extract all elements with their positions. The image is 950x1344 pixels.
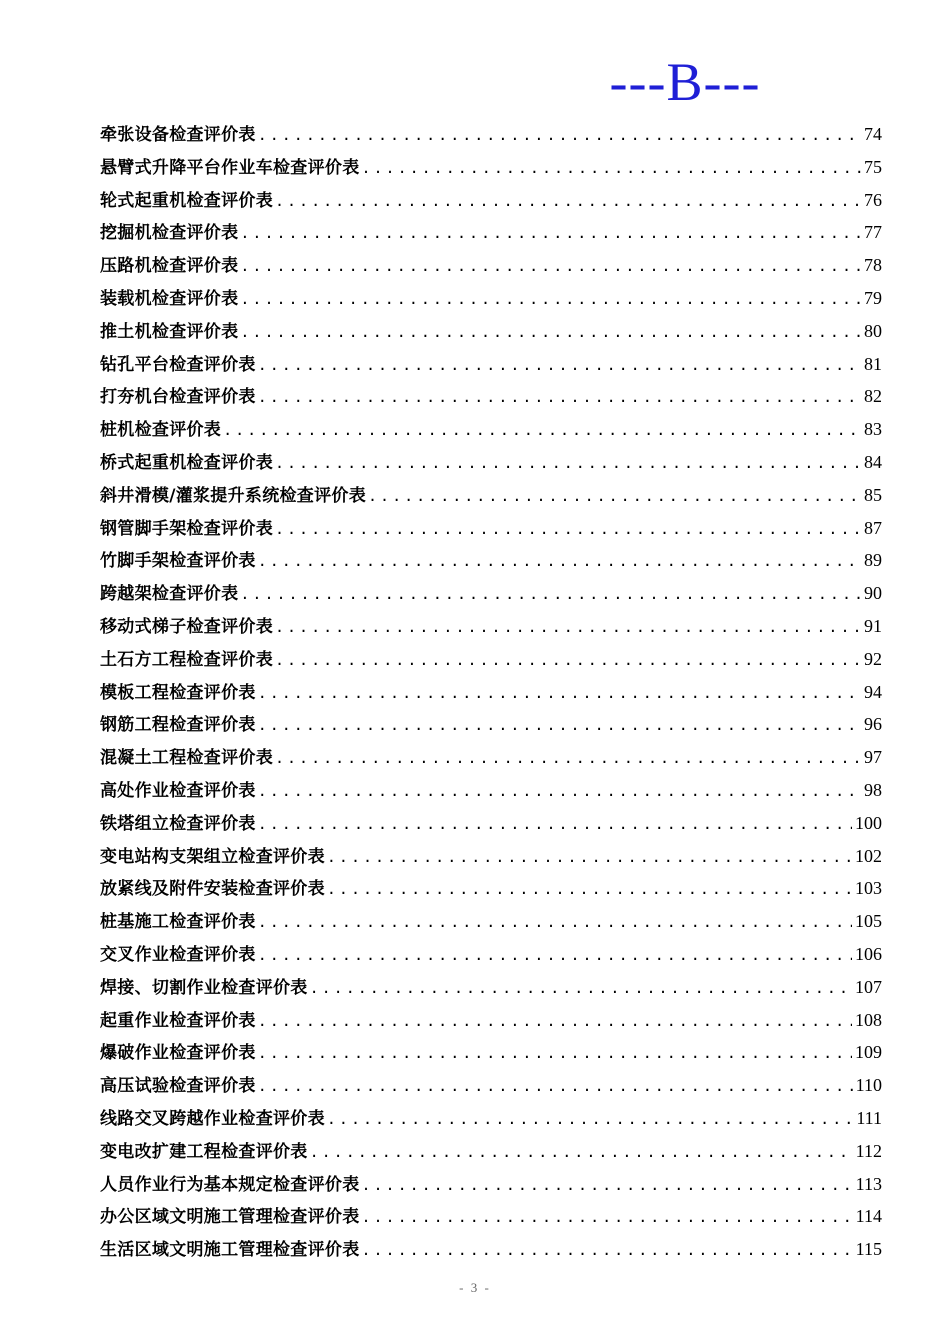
toc-dot-leader [327, 841, 852, 874]
toc-entry-page-number: 108 [855, 1009, 882, 1030]
toc-dot-leader [258, 906, 852, 939]
toc-entry-title[interactable]: 变电站构支架组立检查评价表 [100, 846, 325, 867]
toc-entry[interactable] [100, 971, 882, 1004]
toc-entry-page-number: 107 [855, 976, 882, 997]
toc-entry[interactable] [100, 282, 882, 315]
toc-entry-page-number: 77 [864, 222, 882, 243]
toc-entry-page-number: 98 [864, 779, 882, 800]
toc-dot-leader [362, 152, 862, 185]
toc-entry[interactable] [100, 741, 882, 774]
toc-entry-title[interactable]: 桩基施工检查评价表 [100, 912, 256, 933]
toc-entry[interactable] [100, 446, 882, 479]
toc-entry-title[interactable]: 起重作业检查评价表 [100, 1010, 256, 1031]
toc-dot-leader [258, 1070, 853, 1103]
toc-dot-leader [258, 1037, 852, 1070]
toc-entry-page-number: 81 [864, 353, 882, 374]
toc-entry-page-number: 87 [864, 517, 882, 538]
toc-entry[interactable] [100, 1233, 882, 1266]
toc-dot-leader [368, 480, 861, 513]
toc-entry[interactable] [100, 840, 882, 873]
toc-entry[interactable] [100, 938, 882, 971]
toc-entry-page-number: 100 [855, 812, 882, 833]
section-heading [0, 50, 950, 114]
toc-entry-page-number: 79 [864, 287, 882, 308]
toc-entry-title[interactable]: 生活区域文明施工管理检查评价表 [100, 1240, 360, 1261]
toc-entry[interactable] [100, 479, 882, 512]
toc-dot-leader [240, 283, 861, 316]
toc-entry-page-number: 75 [864, 156, 882, 177]
toc-entry[interactable] [100, 1036, 882, 1069]
toc-entry-page-number: 109 [855, 1042, 882, 1063]
toc-entry-title[interactable]: 悬臂式升降平台作业车检查评价表 [100, 157, 360, 178]
toc-dot-leader [275, 513, 861, 546]
toc-dot-leader [310, 972, 852, 1005]
toc-entry-title[interactable]: 人员作业行为基本规定检查评价表 [100, 1174, 360, 1195]
toc-entry-page-number: 83 [864, 419, 882, 440]
toc-dot-leader [258, 1005, 852, 1038]
toc-dot-leader [240, 250, 861, 283]
toc-dot-leader [275, 742, 861, 775]
toc-entry[interactable] [100, 643, 882, 676]
toc-entry-page-number: 85 [864, 484, 882, 505]
toc-entry-page-number: 91 [864, 615, 882, 636]
toc-entry[interactable] [100, 577, 882, 610]
toc-entry-page-number: 94 [864, 681, 882, 702]
toc-entry[interactable] [100, 1135, 882, 1168]
toc-entry-page-number: 84 [864, 451, 882, 472]
toc-entry-title[interactable]: 推土机检查评价表 [100, 321, 239, 342]
toc-entry-title[interactable]: 混凝土工程检查评价表 [100, 748, 273, 769]
toc-entry-title[interactable]: 桥式起重机检查评价表 [100, 452, 273, 473]
toc-entry-title[interactable]: 钢管脚手架检查评价表 [100, 518, 273, 539]
toc-dot-leader [258, 939, 852, 972]
toc-entry-title[interactable]: 爆破作业检查评价表 [100, 1043, 256, 1064]
toc-dot-leader [275, 185, 861, 218]
toc-entry-page-number: 102 [855, 845, 882, 866]
toc-entry[interactable] [100, 249, 882, 282]
toc-entry-page-number: 114 [855, 1206, 882, 1227]
toc-entry-title[interactable]: 斜井滑模/灌浆提升系统检查评价表 [100, 485, 367, 506]
toc-entry-page-number: 97 [864, 747, 882, 768]
toc-dot-leader [362, 1234, 853, 1267]
toc-entry-title[interactable]: 办公区域文明施工管理检查评价表 [100, 1207, 360, 1228]
toc-entry[interactable] [100, 774, 882, 807]
toc-entry[interactable] [100, 807, 882, 840]
toc-entry-page-number: 112 [855, 1140, 882, 1161]
toc-entry[interactable] [100, 1168, 882, 1201]
toc-dot-leader [362, 1169, 853, 1202]
toc-entry-page-number: 105 [855, 911, 882, 932]
toc-entry-title[interactable]: 竹脚手架检查评价表 [100, 551, 256, 572]
toc-entry[interactable] [100, 348, 882, 381]
toc-entry-page-number: 115 [855, 1239, 882, 1260]
toc-entry-title[interactable]: 铁塔组立检查评价表 [100, 813, 256, 834]
table-of-contents [100, 118, 882, 1266]
toc-entry-page-number: 74 [864, 124, 882, 144]
toc-dot-leader [240, 217, 861, 250]
toc-entry-page-number: 92 [864, 648, 882, 669]
toc-entry-title[interactable]: 焊接、切割作业检查评价表 [100, 977, 308, 998]
toc-entry[interactable] [100, 315, 882, 348]
toc-entry-title[interactable]: 装载机检查评价表 [100, 288, 239, 309]
toc-entry[interactable] [100, 216, 882, 249]
toc-entry[interactable] [100, 872, 882, 905]
toc-entry-title[interactable]: 变电改扩建工程检查评价表 [100, 1141, 308, 1162]
toc-entry[interactable] [100, 544, 882, 577]
toc-dot-leader [258, 709, 861, 742]
toc-entry[interactable] [100, 151, 882, 184]
toc-dot-leader [362, 1201, 853, 1234]
toc-entry-title[interactable]: 桩机检查评价表 [100, 420, 222, 441]
toc-dot-leader [327, 873, 852, 906]
toc-entry-page-number: 89 [864, 550, 882, 571]
toc-entry[interactable] [100, 610, 882, 643]
toc-entry[interactable] [100, 1102, 882, 1135]
toc-entry-title[interactable]: 移动式梯子检查评价表 [100, 616, 273, 637]
toc-entry-page-number: 80 [864, 320, 882, 341]
toc-entry-page-number: 110 [855, 1075, 882, 1096]
toc-entry-title[interactable]: 线路交叉跨越作业检查评价表 [100, 1108, 325, 1129]
toc-entry-title[interactable]: 挖掘机检查评价表 [100, 223, 239, 244]
toc-dot-leader [275, 611, 861, 644]
section-label: ---B--- [609, 52, 761, 112]
toc-entry-page-number: 82 [864, 386, 882, 407]
page-number: - 3 - [459, 1280, 491, 1295]
toc-entry-page-number: 113 [855, 1173, 882, 1194]
toc-entry-page-number: 111 [856, 1107, 882, 1128]
toc-dot-leader [258, 349, 861, 382]
toc-entry-page-number: 96 [864, 714, 882, 735]
toc-dot-leader [258, 545, 861, 578]
toc-entry-title[interactable]: 高处作业检查评价表 [100, 780, 256, 801]
toc-entry[interactable] [100, 1004, 882, 1037]
toc-entry-title[interactable]: 轮式起重机检查评价表 [100, 190, 273, 211]
toc-entry[interactable] [100, 118, 882, 151]
toc-entry-title[interactable]: 牵张设备检查评价表 [100, 125, 256, 145]
toc-entry-title[interactable]: 土石方工程检查评价表 [100, 649, 273, 670]
toc-dot-leader [275, 447, 861, 480]
toc-dot-leader [258, 775, 861, 808]
toc-entry-title[interactable]: 压路机检查评价表 [100, 256, 239, 277]
toc-dot-leader [327, 1103, 853, 1136]
toc-entry[interactable] [100, 708, 882, 741]
toc-entry-page-number: 106 [855, 943, 882, 964]
toc-entry-page-number: 103 [855, 878, 882, 899]
toc-entry-title[interactable]: 高压试验检查评价表 [100, 1076, 256, 1097]
toc-entry[interactable] [100, 413, 882, 446]
toc-entry-title[interactable]: 钢筋工程检查评价表 [100, 715, 256, 736]
toc-entry-page-number: 78 [864, 255, 882, 276]
toc-entry-title[interactable]: 跨越架检查评价表 [100, 584, 239, 605]
toc-entry-title[interactable]: 打夯机台检查评价表 [100, 387, 256, 408]
toc-entry[interactable] [100, 512, 882, 545]
toc-dot-leader [223, 414, 861, 447]
toc-dot-leader [258, 677, 861, 710]
toc-dot-leader [310, 1136, 853, 1169]
toc-entry[interactable] [100, 676, 882, 709]
toc-entry-title[interactable]: 交叉作业检查评价表 [100, 944, 256, 965]
toc-dot-leader [275, 644, 861, 677]
toc-dot-leader [258, 381, 861, 414]
toc-entry-page-number: 90 [864, 583, 882, 604]
toc-dot-leader [258, 808, 852, 841]
toc-entry[interactable] [100, 184, 882, 217]
toc-dot-leader [240, 578, 861, 611]
toc-entry[interactable] [100, 905, 882, 938]
toc-entry[interactable] [100, 380, 882, 413]
toc-entry-title[interactable]: 钻孔平台检查评价表 [100, 354, 256, 375]
toc-dot-leader [258, 119, 861, 152]
toc-entry-page-number: 76 [864, 189, 882, 210]
toc-dot-leader [240, 316, 861, 349]
toc-entry-title[interactable]: 放紧线及附件安装检查评价表 [100, 879, 325, 900]
toc-entry[interactable] [100, 1200, 882, 1233]
toc-entry[interactable] [100, 1069, 882, 1102]
toc-entry-title[interactable]: 模板工程检查评价表 [100, 682, 256, 703]
